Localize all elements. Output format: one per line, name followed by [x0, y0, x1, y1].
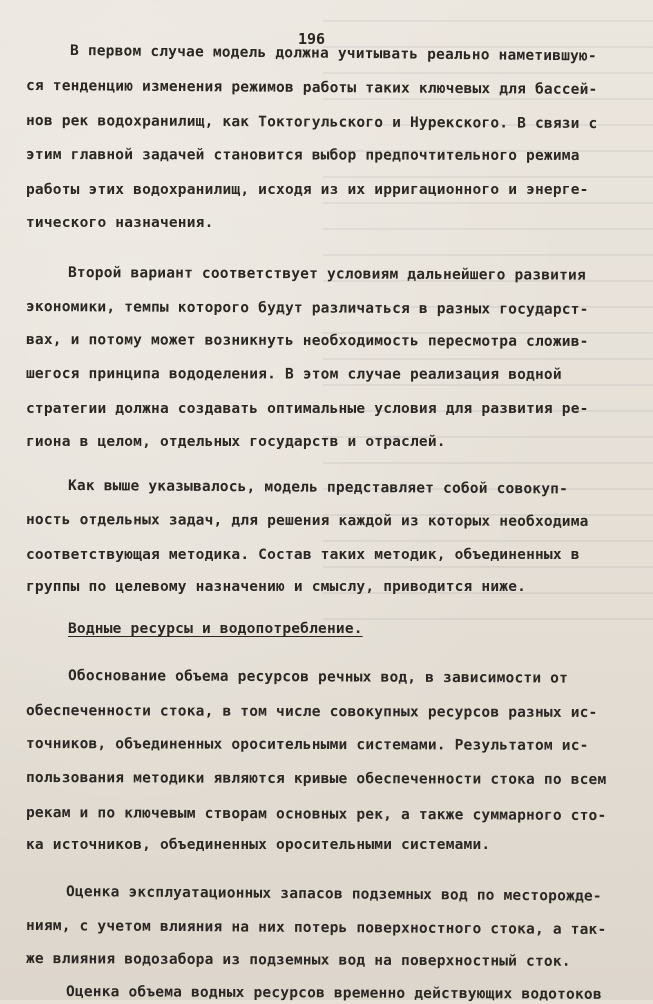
paragraph-2-line-3: вах, и потому может возникнуть необходимость пересмотра сложив-: [25, 332, 589, 350]
paragraph-2-line-6: гиона в целом, отдельных государств и отраслей.: [26, 434, 446, 450]
paragraph-4-line-1: Обоснование объема ресурсов речных вод, в зависимости от: [67, 668, 569, 687]
paragraph-3-line-2: ность отдельных задач, для решения каждой из которых необходима: [25, 512, 589, 530]
paragraph-5-line-1: Оценка эксплуатационных запасов подземных вод по месторожде-: [65, 884, 602, 905]
paragraph-1-line-4: этим главной задачей становится выбор предпочтительного режима: [25, 147, 580, 164]
paragraph-1-line-3: нов рек водохранилищ, как Токтогульского и Нурекского. В связи с: [25, 113, 598, 132]
paragraph-1-line-5: работы этих водохранилищ, исходя из их ирригационного и энерге-: [26, 182, 589, 198]
paragraph-1-line-6: тического назначения.: [26, 215, 214, 231]
paragraph-2-line-4: шегося принципа вододеления. В этом случае реализация водной: [25, 366, 562, 383]
paragraph-5-line-2: ниям, с учетом влияния на них потерь поверхностного стока, а так-: [25, 918, 607, 939]
paragraph-4-line-2: обеспеченности стока, в том числе совокупных ресурсов разных ис-: [25, 703, 598, 721]
paragraph-2-line-2: экономики, темпы которого будут различаться в разных государст-: [25, 299, 589, 318]
paragraph-4-line-6: ка источников, объединенных оросительными системами.: [26, 837, 491, 853]
paragraph-3-line-3: соответствующая методика. Состав таких методик, объединенных в: [26, 547, 580, 563]
paragraph-1-line-2: ся тенденцию изменения режимов работы таких ключевых для бассей-: [25, 78, 598, 98]
paragraph-4-line-4: пользования методики являются кривые обеспеченности стока по всем: [25, 770, 607, 789]
paragraph-2-line-5: стратегии должна создавать оптимальные условия для развития ре-: [26, 401, 589, 417]
paragraph-5-line-3: же влияния водозабора из подземных вод на поверхностный сток.: [25, 951, 571, 970]
paragraph-4-line-5: рекам и по ключевым створам основных рек, а также суммарного сто-: [25, 805, 607, 825]
paragraph-3-line-4: группы по целевому назначению и смыслу, приводится ниже.: [26, 579, 527, 595]
page-number: 196: [298, 30, 326, 48]
paragraph-3-line-1: Как выше указывалось, модель представляет собой совокуп-: [67, 478, 569, 498]
paragraph-1-line-1: В первом случае модель должна учитывать реально наметившую-: [69, 43, 597, 65]
paragraph-4-line-3: точников, объединенных оросительными системами. Результатом ис-: [25, 736, 589, 754]
section-heading: Водные ресурсы и водопотребление.: [68, 621, 363, 637]
paragraph-6-line-1: Оценка объема водных ресурсов временно действующих водотоков: [65, 984, 602, 1003]
paragraph-2-line-1: Второй вариант соответствует условиям дальнейшего развития: [67, 265, 586, 284]
